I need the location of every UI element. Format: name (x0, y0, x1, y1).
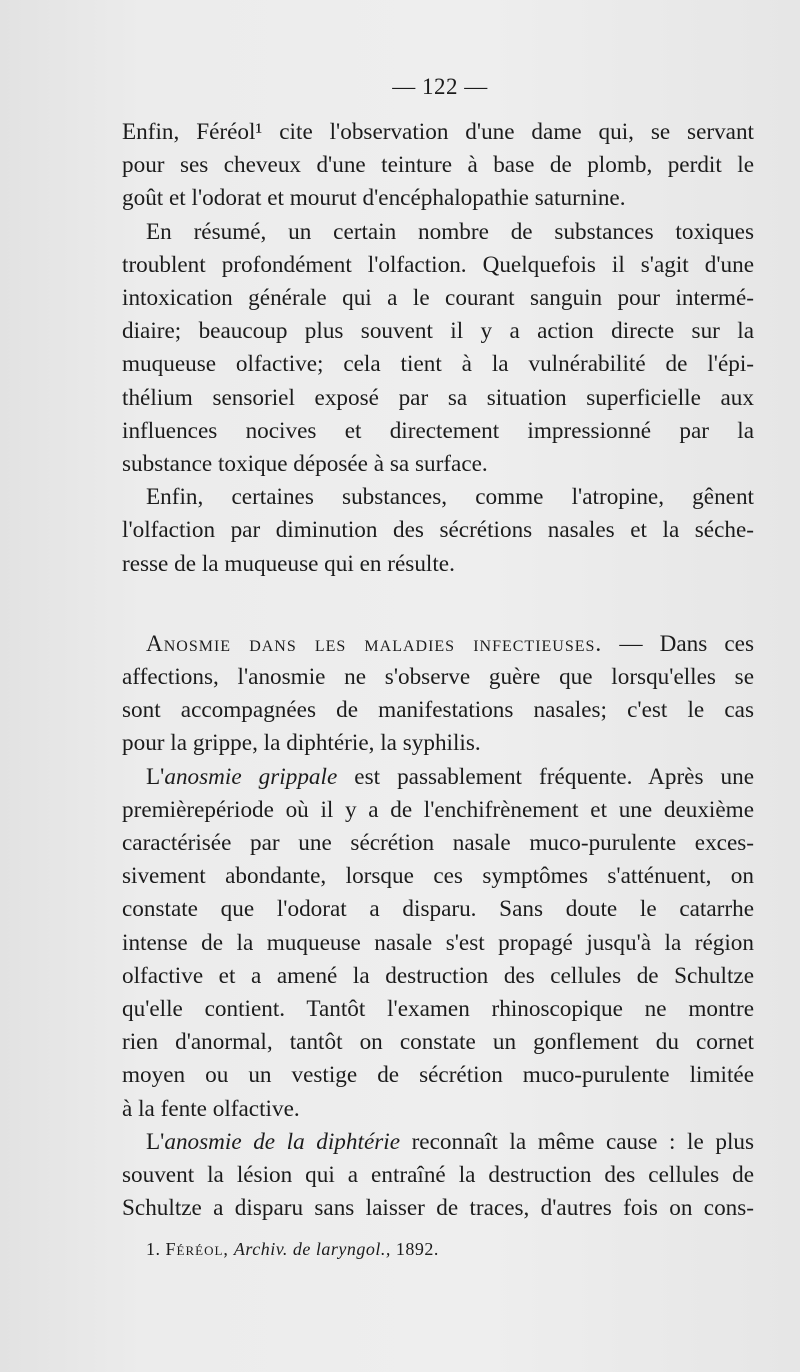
text-line: resse de la muqueuse qui en résulte. (122, 550, 455, 577)
text-line: sont accompagnées de manifestations nasales; c'est le cas (122, 697, 754, 724)
italic-term: anosmie de la diphtérie (164, 1128, 400, 1155)
text-fragment: L' (146, 763, 165, 790)
text-line: diaire; beaucoup plus souvent il y a action directe sur la (122, 318, 754, 345)
text-line (122, 761, 754, 794)
text-line (122, 628, 754, 661)
text-line: pour la grippe, la diphtérie, la syphilis. (122, 730, 481, 757)
text-fragment: est passablement fréquente. Après une (337, 763, 755, 790)
text-line: constate que l'odorat a disparu. Sans doute le catarrhe (122, 896, 754, 923)
paragraph (122, 628, 754, 761)
text-line: substance toxique déposée à sa surface. (122, 451, 488, 478)
text-line: influences nocives et directement impressionné par la (122, 417, 754, 444)
text-fragment: L' (146, 1128, 165, 1155)
italic-term: anosmie grippale (164, 763, 338, 790)
text-line: Enfin, Féréol¹ cite l'observation d'une dame qui, se servant (122, 119, 754, 145)
paragraph (122, 116, 754, 216)
text-line: olfactive et a amené la destruction des cellules de Schultze (122, 962, 754, 989)
section-heading: Anosmie dans les maladies infectieuses. (146, 630, 603, 657)
text-line: pour ses cheveux d'une teinture à base de plomb, perdit le (122, 152, 754, 179)
text-fragment: — Dans ces (602, 630, 754, 657)
paragraph (122, 216, 754, 482)
text-line: rien d'anormal, tantôt on constate un gonflement du cornet (122, 1029, 754, 1056)
text-line: sivement abondante, lorsque ces symptômes s'atténuent, on (122, 863, 754, 890)
page-number: — 122 — (392, 74, 488, 99)
text-line: goût et l'odorat et mourut d'encéphalopathie saturnine. (122, 185, 626, 212)
footnote-author: Féréol, (165, 1239, 229, 1259)
text-line: intense de la muqueuse nasale s'est propagé jusqu'à la région (122, 929, 754, 956)
footnote-work: Archiv. de laryngol., (233, 1239, 391, 1259)
text-line: Schultze a disparu sans laisser de traces, d'autres fois on cons- (122, 1195, 754, 1222)
paragraph (122, 761, 754, 1126)
text-line: moyen ou un vestige de sécrétion muco-purulente limitée (122, 1062, 754, 1089)
text-line: affections, l'anosmie ne s'observe guère que lorsqu'elles se (122, 664, 754, 691)
text-line: intoxication générale qui a le courant sanguin pour intermé- (122, 285, 754, 312)
text-line: Enfin, certaines substances, comme l'atropine, gênent (146, 484, 754, 511)
text-line: caractérisée par une sécrétion nasale muco-purulente exces- (122, 830, 754, 857)
text-line: thélium sensoriel exposé par sa situation superficielle aux (122, 384, 754, 411)
text-line: premièrepériode où il y a de l'enchifrènement et une deuxième (122, 796, 754, 823)
text-line: l'olfaction par diminution des sécrétions nasales et la séche- (122, 517, 754, 544)
text-line (122, 1126, 754, 1159)
text-line: qu'elle contient. Tantôt l'examen rhinoscopique ne montre (122, 996, 754, 1023)
text-line: souvent la lésion qui a entraîné la destruction des cellules de (122, 1162, 754, 1189)
text-line: muqueuse olfactive; cela tient à la vulnérabilité de l'épi- (122, 351, 754, 378)
footnote (146, 1239, 439, 1260)
footnote-number: 1. (146, 1239, 161, 1259)
paragraph (122, 481, 754, 581)
text-line: En résumé, un certain nombre de substances toxiques (146, 218, 754, 245)
body-text (122, 116, 754, 1226)
section-gap (122, 581, 754, 628)
text-line: troublent profondément l'olfaction. Quelquefois il s'agit d'une (122, 251, 754, 278)
text-line: à la fente olfactive. (122, 1095, 300, 1122)
footnote-year: 1892. (395, 1239, 439, 1259)
text-fragment: reconnaît la même cause : le plus (400, 1128, 754, 1155)
paragraph (122, 1126, 754, 1226)
